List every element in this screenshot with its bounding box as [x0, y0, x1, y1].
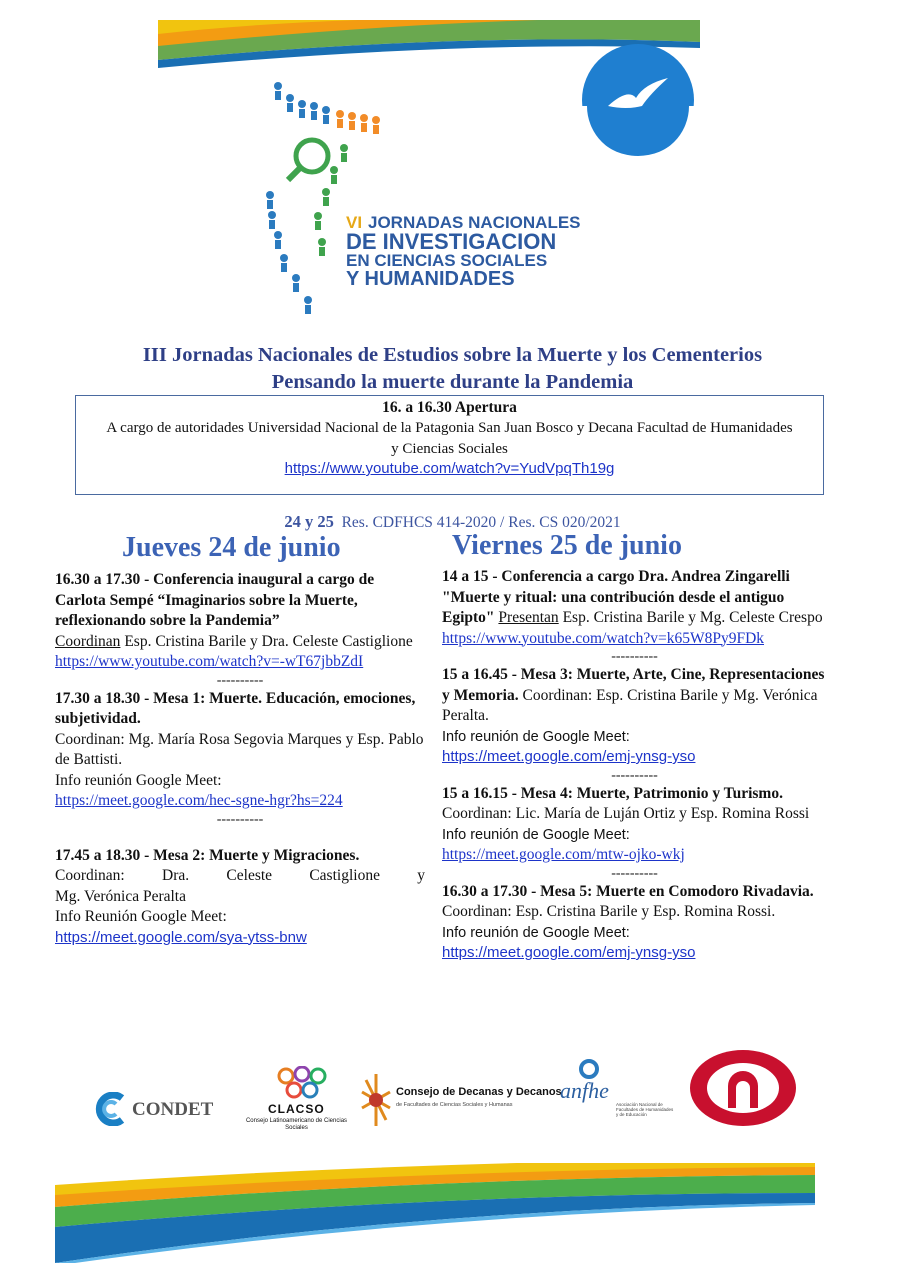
footer-stripe-graphic [55, 1163, 815, 1263]
friday-event-4-link[interactable]: https://meet.google.com/emj-ynsg-yso [442, 944, 696, 961]
thursday-event-2-coordinators: Coordinan: Mg. María Rosa Segovia Marques y Esp. Pablo de Battisti. [55, 730, 424, 768]
coordinators-names: Esp. Cristina Barile y Dra. Celeste Castiglione [120, 632, 413, 650]
footer-stripe [55, 1163, 815, 1263]
event-subtitle: Pensando la muerte durante la Pandemia [271, 371, 634, 393]
friday-event-3-link[interactable]: https://meet.google.com/mtw-ojko-wkj [442, 846, 685, 863]
resolution-dates: 24 y 25 [284, 512, 334, 531]
separator: ---------- [611, 649, 658, 664]
thursday-event-3-coordinators-cont: Mg. Verónica Peralta [55, 887, 186, 905]
magnifier-icon [296, 140, 328, 172]
thursday-event-2-title: 17.30 a 18.30 - Mesa 1: Muerte. Educación, emociones, subjetividad. [55, 689, 416, 727]
svg-text:DE INVESTIGACION: DE INVESTIGACION [346, 229, 557, 254]
university-seal-icon [582, 44, 694, 162]
svg-text:JORNADAS NACIONALES: JORNADAS NACIONALES [368, 213, 581, 232]
thursday-event-1-link[interactable]: https://www.youtube.com/watch?v=-wT67jbbZdI [55, 653, 364, 670]
resolution-text: Res. CDFHCS 414-2020 / Res. CS 020/2021 [341, 514, 621, 531]
event-title: III Jornadas Nacionales de Estudios sobre la Muerte y los Cementerios [142, 344, 763, 366]
resolution-line [0, 512, 905, 532]
presenters-names: Esp. Cristina Barile y Mg. Celeste Crespo [558, 609, 823, 626]
friday-event-3-title: 15 a 16.15 - Mesa 4: Muerte, Patrimonio y Turismo. [442, 784, 783, 802]
decanos-sun-icon [360, 1072, 392, 1128]
condet-icon [92, 1092, 126, 1126]
condet-logo: CONDET [92, 1090, 242, 1130]
opening-youtube-link[interactable]: https://www.youtube.com/watch?v=YudVpqTh19g [284, 460, 615, 477]
friday-heading: Viernes 25 de junio [452, 530, 682, 561]
svg-text:EN CIENCIAS SOCIALES: EN CIENCIAS SOCIALES [346, 251, 548, 270]
friday-event-2-link[interactable]: https://meet.google.com/emj-ynsg-yso [442, 748, 696, 765]
thursday-event-2-link[interactable]: https://meet.google.com/hec-sgne-hgr?hs=224 [55, 792, 343, 809]
svg-text:Y HUMANIDADES: Y HUMANIDADES [346, 268, 515, 290]
friday-event-1-title: 14 a 15 - Conferencia a cargo Dra. Andrea Zingarelli "Muerte y ritual: una contribución desde el antiguo Egipto" [442, 568, 790, 626]
friday-event-3-info: Info reunión de Google Meet: [442, 826, 630, 843]
friday-event-4-title: 16.30 a 17.30 - Mesa 5: Muerte en Comodoro Rivadavia. [442, 882, 814, 900]
thursday-event-3-coordinators: Coordinan: Dra. Celeste Castiglione y [55, 867, 425, 884]
thursday-column [55, 570, 425, 948]
anfhe-logo: anfhe Asociación Nacional de Facultades de Humanidades y de Educación [556, 1058, 674, 1122]
friday-event-2-info: Info reunión de Google Meet: [442, 728, 630, 745]
thursday-event-3-info: Info Reunión Google Meet: [55, 908, 227, 925]
friday-event-1-link[interactable]: https://www.youtube.com/watch?v=k65W8Py9FDk [442, 629, 765, 647]
friday-event-4-coordinators: Coordinan: Esp. Cristina Barile y Esp. Romina Rossi. [442, 903, 776, 920]
separator: ---------- [611, 767, 658, 783]
separator: ---------- [611, 865, 658, 881]
opening-description: A cargo de autoridades Universidad Nacional de la Patagonia San Juan Bosco y Decana Facultad de Humanidades y Ciencias Sociales [106, 420, 793, 457]
friday-event-2-coordinators: Coordinan: Esp. Cristina Barile y Mg. Verónica Peralta. [442, 686, 818, 724]
separator: ---------- [216, 672, 264, 688]
thursday-event-2-info: Info reunión Google Meet: [55, 771, 222, 789]
clacso-logo: CLACSO Consejo Latinoamericano de Ciencias Sociales [244, 1066, 349, 1136]
friday-column [442, 567, 827, 964]
thursday-event-1-title: 16.30 a 17.30 - Conferencia inaugural a cargo de Carlota Sempé “Imaginarios sobre la Muerte, reflexionando sobre la Pandemia” [55, 571, 375, 629]
presenters-label: Presentan [498, 609, 559, 626]
separator: ---------- [216, 811, 264, 827]
anfhe-icon [578, 1058, 600, 1080]
friday-event-4-info: Info reunión de Google Meet: [442, 924, 630, 941]
header-banner [158, 20, 700, 330]
thursday-event-3-link[interactable]: https://meet.google.com/sya-ytss-bnw [55, 928, 307, 946]
banner-graphic [158, 20, 700, 330]
faculty-seal-logo [688, 1048, 798, 1128]
coordinators-label: Coordinan [55, 632, 121, 650]
friday-event-3-coordinators: Coordinan: Lic. María de Luján Ortiz y Esp. Romina Rossi [442, 805, 810, 822]
faculty-seal-icon [688, 1048, 798, 1128]
opening-time: 16. a 16.30 Apertura [382, 399, 517, 416]
decanos-logo: Consejo de Decanas y Decanos de Facultades de Ciencias Sociales y Humanas [360, 1072, 530, 1132]
thursday-event-3-title: 17.45 a 18.30 - Mesa 2: Muerte y Migraciones. [55, 846, 360, 864]
thursday-heading: Jueves 24 de junio [122, 532, 341, 563]
friday-event-2-title: 15 a 16.45 - Mesa 3: Muerte, Arte, Cine, Representaciones y Memoria. [442, 666, 825, 704]
thursday-event-1-coordinators [55, 632, 425, 653]
opening-box [75, 395, 824, 495]
clacso-icon [272, 1066, 332, 1100]
svg-text:VI: VI [346, 213, 363, 232]
